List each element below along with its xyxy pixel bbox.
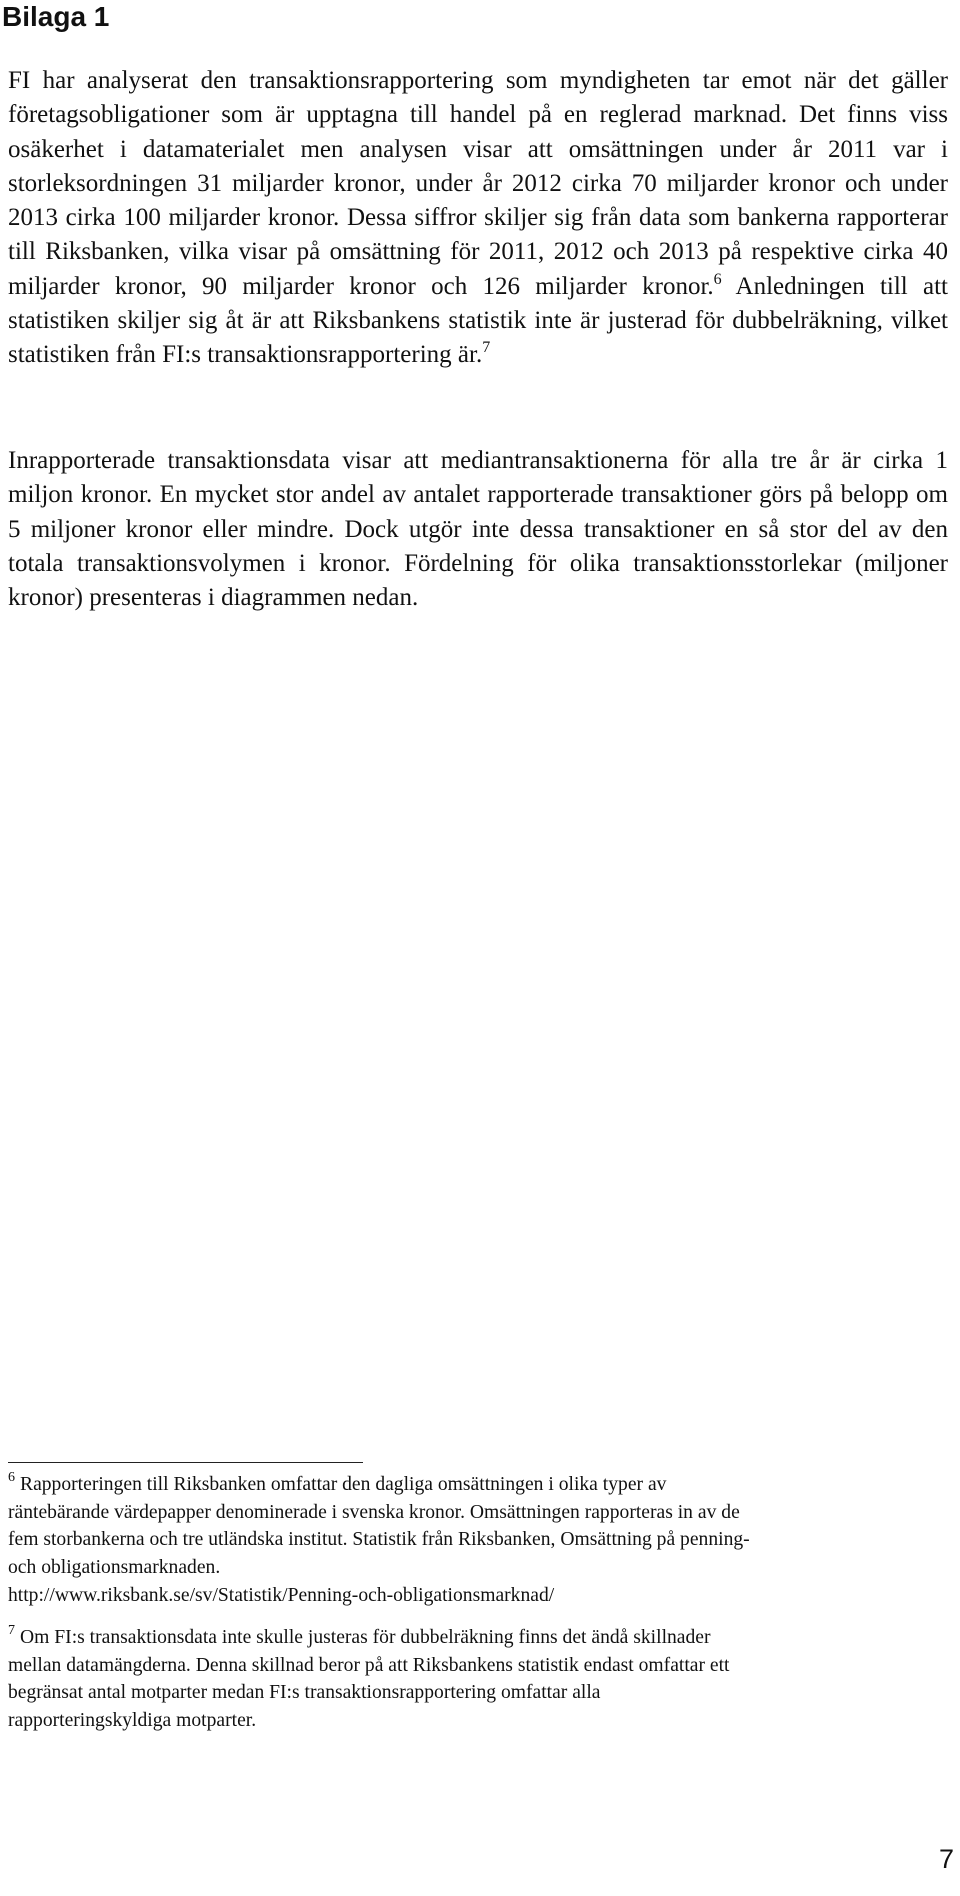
footnote-reference-7[interactable]: 7 xyxy=(482,339,491,357)
footnote-7-line-3: begränsat antal motparter medan FI:s transaktionsrapportering omfattar alla xyxy=(8,1682,601,1704)
footnote-6-line-1-text: Rapporteringen till Riksbanken omfattar den dagliga omsättningen i olika typer av xyxy=(20,1474,667,1495)
footnote-7 xyxy=(8,1624,948,1735)
body-paragraph-2: Inrapporterade transaktionsdata visar att mediantransaktionerna för alla tre år är cirka 1 miljon kronor. En mycket stor andel av antalet rapporterade transaktioner görs på belopp om 5 miljoner kronor eller mindre. Dock utgör inte dessa transaktioner en så stor del av den totala transaktionsvolymen i kronor. Fördelning för olika transaktionsstorlekar (miljoner kronor) presenteras i diagrammen nedan. xyxy=(8,447,948,612)
body-paragraph-1 xyxy=(8,64,948,373)
footnote-7-line-1 xyxy=(8,1624,948,1652)
footnote-6-line-4: och obligationsmarknaden. xyxy=(8,1557,221,1579)
footnote-reference-6[interactable]: 6 xyxy=(713,270,722,288)
paragraph-1-text-a: FI har analyserat den transaktionsrapportering som myndigheten tar emot när det gäller företagsobligationer som är upptagna till handel på en reglerad marknad. Det finns viss osäkerhet i datamaterialet men analysen visar att omsättningen under år 2011 var i storleksordningen 31 miljarder kronor, under år 2012 cirka 70 miljarder kronor och under 2013 cirka 100 miljarder kronor. Dessa siffror skiljer sig från data som bankerna rapporterar till Riksbanken, vilka visar på omsättning för 2011, 2012 och 2013 på respektive cirka 40 miljarder kronor, 90 miljarder kronor och 126 miljarder kronor. xyxy=(8,67,948,300)
footnote-7-line-2: mellan datamängderna. Denna skillnad beror på att Riksbankens statistik endast omfattar ett xyxy=(8,1654,730,1676)
footnote-separator xyxy=(8,1462,363,1463)
footnote-6-number: 6 xyxy=(8,1470,15,1485)
footnote-6-url[interactable]: http://www.riksbank.se/sv/Statistik/Penning-och-obligationsmarknad/ xyxy=(8,1584,555,1606)
footnote-6 xyxy=(8,1471,948,1610)
footnote-6-line-1 xyxy=(8,1471,948,1499)
footnote-7-number: 7 xyxy=(8,1623,15,1638)
footnote-6-line-2: räntebärande värdepapper denominerade i svenska kronor. Omsättningen rapporteras in av de xyxy=(8,1501,740,1523)
page-heading: Bilaga 1 xyxy=(2,1,110,32)
footnote-7-line-4: rapporteringskyldiga motparter. xyxy=(8,1710,257,1732)
footnote-7-line-1-text: Om FI:s transaktionsdata inte skulle justeras för dubbelräkning finns det ändå skillnader xyxy=(20,1627,711,1648)
page-number: 7 xyxy=(938,1844,954,1874)
paragraph-1-text-b: Anledningen till att statistiken skiljer sig åt är att Riksbankens statistik inte är justerad för dubbelräkning, vilket statistiken från FI:s transaktionsrapportering är. xyxy=(8,272,948,369)
footnote-6-line-3: fem storbankerna och tre utländska institut. Statistik från Riksbanken, Omsättning på penning- xyxy=(8,1529,750,1551)
